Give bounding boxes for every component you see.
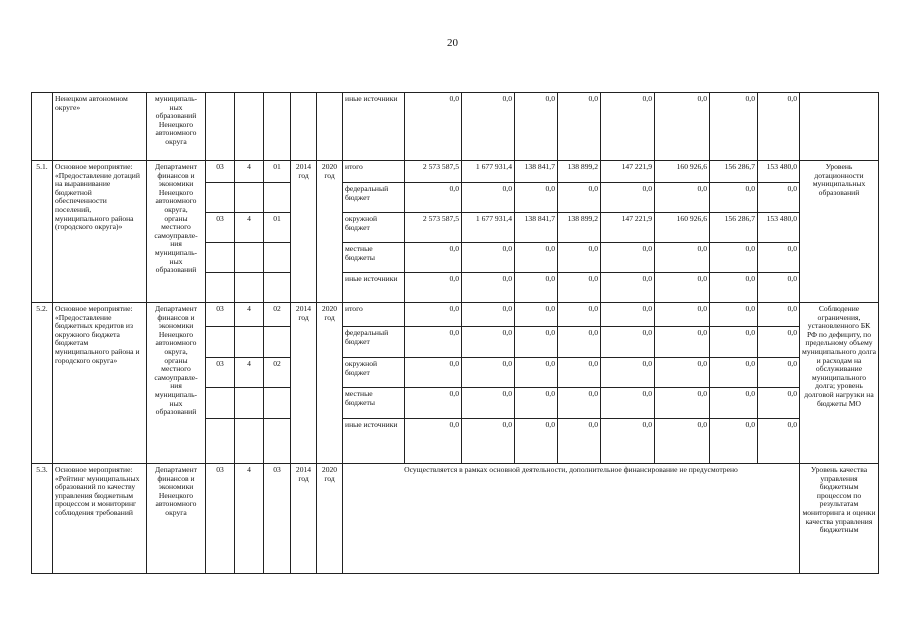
value-cell: 0,0 — [758, 388, 800, 419]
value-cell: 156 286,7 — [710, 213, 758, 243]
program-table — [31, 92, 879, 574]
table-row — [32, 464, 879, 574]
code-cell — [264, 327, 291, 358]
value-cell: 0,0 — [655, 93, 710, 161]
code-cell: 02 — [264, 303, 291, 327]
executor-cell: муниципаль- ных образований Ненецкого автономного округа — [147, 93, 206, 161]
value-cell: 0,0 — [515, 303, 558, 327]
value-cell: 0,0 — [710, 273, 758, 303]
code-cell: 03 — [206, 303, 235, 327]
value-cell: 0,0 — [462, 303, 515, 327]
row-number-cell: 5.3. — [32, 464, 53, 574]
value-cell: 0,0 — [515, 93, 558, 161]
code-cell: 03 — [264, 464, 291, 574]
code-cell — [235, 273, 264, 303]
indicator-cell — [800, 93, 879, 161]
value-cell: 0,0 — [405, 358, 462, 388]
value-cell: 0,0 — [558, 327, 601, 358]
value-cell: 0,0 — [558, 388, 601, 419]
code-cell — [206, 327, 235, 358]
value-cell: 0,0 — [601, 243, 655, 273]
value-cell: 0,0 — [758, 358, 800, 388]
value-cell: 0,0 — [758, 419, 800, 464]
code-cell: 01 — [264, 213, 291, 243]
value-cell: 0,0 — [405, 303, 462, 327]
measure-cell: Основное мероприятие: «Рейтинг муниципальных образований по качеству управления бюджетным процессом и мониторинг соблюдения требований — [53, 464, 147, 574]
executor-cell: Департамент финансов и экономики Ненецкого автономного округа — [147, 464, 206, 574]
code-cell — [206, 419, 235, 464]
source-cell: итого — [343, 303, 405, 327]
value-cell: 0,0 — [710, 388, 758, 419]
value-cell: 0,0 — [462, 93, 515, 161]
measure-cell: Ненецком автономном округе» — [53, 93, 147, 161]
year-start-cell: 2014 год — [291, 161, 317, 303]
value-cell: 0,0 — [405, 93, 462, 161]
value-cell: 0,0 — [601, 273, 655, 303]
code-cell — [206, 93, 235, 161]
value-cell: 2 573 587,5 — [405, 161, 462, 183]
year-end-cell: 2020 год — [317, 303, 343, 464]
source-cell: федеральный бюджет — [343, 327, 405, 358]
executor-cell: Департамент финансов и экономики Ненецкого автономного округа, органы местного самоуправле- ния муниципаль- ных образований — [147, 303, 206, 464]
source-cell: окружной бюджет — [343, 358, 405, 388]
value-cell: 138 841,7 — [515, 213, 558, 243]
source-cell: иные источники — [343, 93, 405, 161]
value-cell: 0,0 — [758, 93, 800, 161]
value-cell: 0,0 — [758, 273, 800, 303]
year-end-cell: 2020 год — [317, 161, 343, 303]
table-row — [32, 161, 879, 183]
value-cell: 0,0 — [655, 358, 710, 388]
value-cell: 0,0 — [558, 273, 601, 303]
value-cell: 138 899,2 — [558, 161, 601, 183]
value-cell: 0,0 — [515, 273, 558, 303]
code-cell: 4 — [235, 358, 264, 388]
value-cell: 0,0 — [710, 183, 758, 213]
value-cell: 156 286,7 — [710, 161, 758, 183]
code-cell — [264, 183, 291, 213]
value-cell: 0,0 — [758, 303, 800, 327]
value-cell: 0,0 — [462, 273, 515, 303]
code-cell: 03 — [206, 161, 235, 183]
value-cell: 147 221,9 — [601, 161, 655, 183]
value-cell: 0,0 — [558, 358, 601, 388]
table-row — [32, 303, 879, 327]
value-cell: 0,0 — [655, 327, 710, 358]
value-cell: 0,0 — [655, 183, 710, 213]
value-cell: 0,0 — [601, 388, 655, 419]
year-end-cell: 2020 год — [317, 464, 343, 574]
value-cell: 1 677 931,4 — [462, 161, 515, 183]
value-cell: 0,0 — [405, 419, 462, 464]
value-cell: 0,0 — [462, 419, 515, 464]
value-cell: 0,0 — [710, 327, 758, 358]
indicator-cell: Уровень дотационности муниципальных образований — [800, 161, 879, 303]
value-cell: 0,0 — [462, 358, 515, 388]
value-cell: 0,0 — [655, 243, 710, 273]
code-cell: 03 — [206, 213, 235, 243]
code-cell — [235, 388, 264, 419]
code-cell — [206, 388, 235, 419]
value-cell: 0,0 — [515, 183, 558, 213]
value-cell: 0,0 — [655, 388, 710, 419]
row-number-cell: 5.1. — [32, 161, 53, 303]
code-cell — [235, 183, 264, 213]
value-cell: 0,0 — [405, 183, 462, 213]
value-cell: 0,0 — [558, 93, 601, 161]
value-cell: 1 677 931,4 — [462, 213, 515, 243]
code-cell — [264, 93, 291, 161]
measure-cell: Основное мероприятие: «Предоставление дотаций на выравнивание бюджетной обеспеченности поселений, муниципального района (городского округа)» — [53, 161, 147, 303]
source-cell: местные бюджеты — [343, 388, 405, 419]
indicator-cell: Соблюдение ограничения, установленного БК РФ по дефициту, по предельному объему муниципального долга и расходам на обслуживание муниципального долга; уровень долговой нагрузки на бюджеты МО — [800, 303, 879, 464]
code-cell — [235, 243, 264, 273]
value-cell: 0,0 — [601, 327, 655, 358]
value-cell: 0,0 — [405, 327, 462, 358]
value-cell: 0,0 — [405, 388, 462, 419]
page-number: 20 — [447, 37, 458, 49]
value-cell: 0,0 — [558, 419, 601, 464]
executor-cell: Департамент финансов и экономики Ненецкого автономного округа, органы местного самоуправле- ния муниципаль- ных образований — [147, 161, 206, 303]
value-cell: 0,0 — [462, 243, 515, 273]
value-cell: 0,0 — [405, 243, 462, 273]
code-cell: 03 — [206, 358, 235, 388]
value-cell: 160 926,6 — [655, 161, 710, 183]
note-cell: Осуществляется в рамках основной деятельности, дополнительное финансирование не предусмотрено — [343, 464, 800, 574]
value-cell: 0,0 — [710, 93, 758, 161]
value-cell: 0,0 — [601, 93, 655, 161]
value-cell: 2 573 587,5 — [405, 213, 462, 243]
indicator-cell: Уровень качества управления бюджетным процессом по результатам мониторинга и оценки качества управления бюджетным — [800, 464, 879, 574]
value-cell: 147 221,9 — [601, 213, 655, 243]
source-cell: итого — [343, 161, 405, 183]
source-cell: местные бюджеты — [343, 243, 405, 273]
code-cell — [264, 388, 291, 419]
value-cell: 0,0 — [515, 327, 558, 358]
value-cell: 0,0 — [710, 303, 758, 327]
value-cell: 0,0 — [405, 273, 462, 303]
code-cell — [264, 273, 291, 303]
value-cell: 0,0 — [515, 388, 558, 419]
value-cell: 0,0 — [601, 303, 655, 327]
value-cell: 160 926,6 — [655, 213, 710, 243]
value-cell: 0,0 — [601, 419, 655, 464]
value-cell: 0,0 — [462, 327, 515, 358]
code-cell — [291, 93, 317, 161]
value-cell: 0,0 — [462, 388, 515, 419]
row-number-cell: 5.2. — [32, 303, 53, 464]
value-cell: 0,0 — [655, 303, 710, 327]
value-cell: 0,0 — [710, 243, 758, 273]
code-cell: 4 — [235, 464, 264, 574]
value-cell: 0,0 — [710, 358, 758, 388]
code-cell — [235, 93, 264, 161]
value-cell: 138 899,2 — [558, 213, 601, 243]
measure-cell: Основное мероприятие: «Предоставление бюджетных кредитов из окружного бюджета бюджетам муниципального района и городского округа» — [53, 303, 147, 464]
code-cell: 03 — [206, 464, 235, 574]
code-cell — [206, 183, 235, 213]
value-cell: 0,0 — [558, 243, 601, 273]
value-cell: 0,0 — [655, 273, 710, 303]
value-cell: 0,0 — [515, 243, 558, 273]
value-cell: 0,0 — [601, 183, 655, 213]
code-cell — [264, 419, 291, 464]
value-cell: 0,0 — [758, 327, 800, 358]
code-cell: 4 — [235, 213, 264, 243]
year-start-cell: 2014 год — [291, 464, 317, 574]
table-row — [32, 93, 879, 161]
value-cell: 153 480,0 — [758, 161, 800, 183]
source-cell: окружной бюджет — [343, 213, 405, 243]
value-cell: 0,0 — [655, 419, 710, 464]
source-cell: иные источники — [343, 273, 405, 303]
code-cell — [206, 273, 235, 303]
code-cell — [317, 93, 343, 161]
source-cell: федеральный бюджет — [343, 183, 405, 213]
value-cell: 0,0 — [515, 358, 558, 388]
value-cell: 0,0 — [601, 358, 655, 388]
value-cell: 138 841,7 — [515, 161, 558, 183]
value-cell: 0,0 — [758, 183, 800, 213]
source-cell: иные источники — [343, 419, 405, 464]
code-cell: 01 — [264, 161, 291, 183]
value-cell: 0,0 — [558, 303, 601, 327]
code-cell — [206, 243, 235, 273]
value-cell: 0,0 — [462, 183, 515, 213]
value-cell: 153 480,0 — [758, 213, 800, 243]
value-cell: 0,0 — [710, 419, 758, 464]
code-cell — [264, 243, 291, 273]
code-cell — [235, 327, 264, 358]
value-cell: 0,0 — [558, 183, 601, 213]
row-number-cell — [32, 93, 53, 161]
code-cell: 4 — [235, 303, 264, 327]
year-start-cell: 2014 год — [291, 303, 317, 464]
value-cell: 0,0 — [515, 419, 558, 464]
value-cell: 0,0 — [758, 243, 800, 273]
code-cell: 02 — [264, 358, 291, 388]
code-cell — [235, 419, 264, 464]
code-cell: 4 — [235, 161, 264, 183]
